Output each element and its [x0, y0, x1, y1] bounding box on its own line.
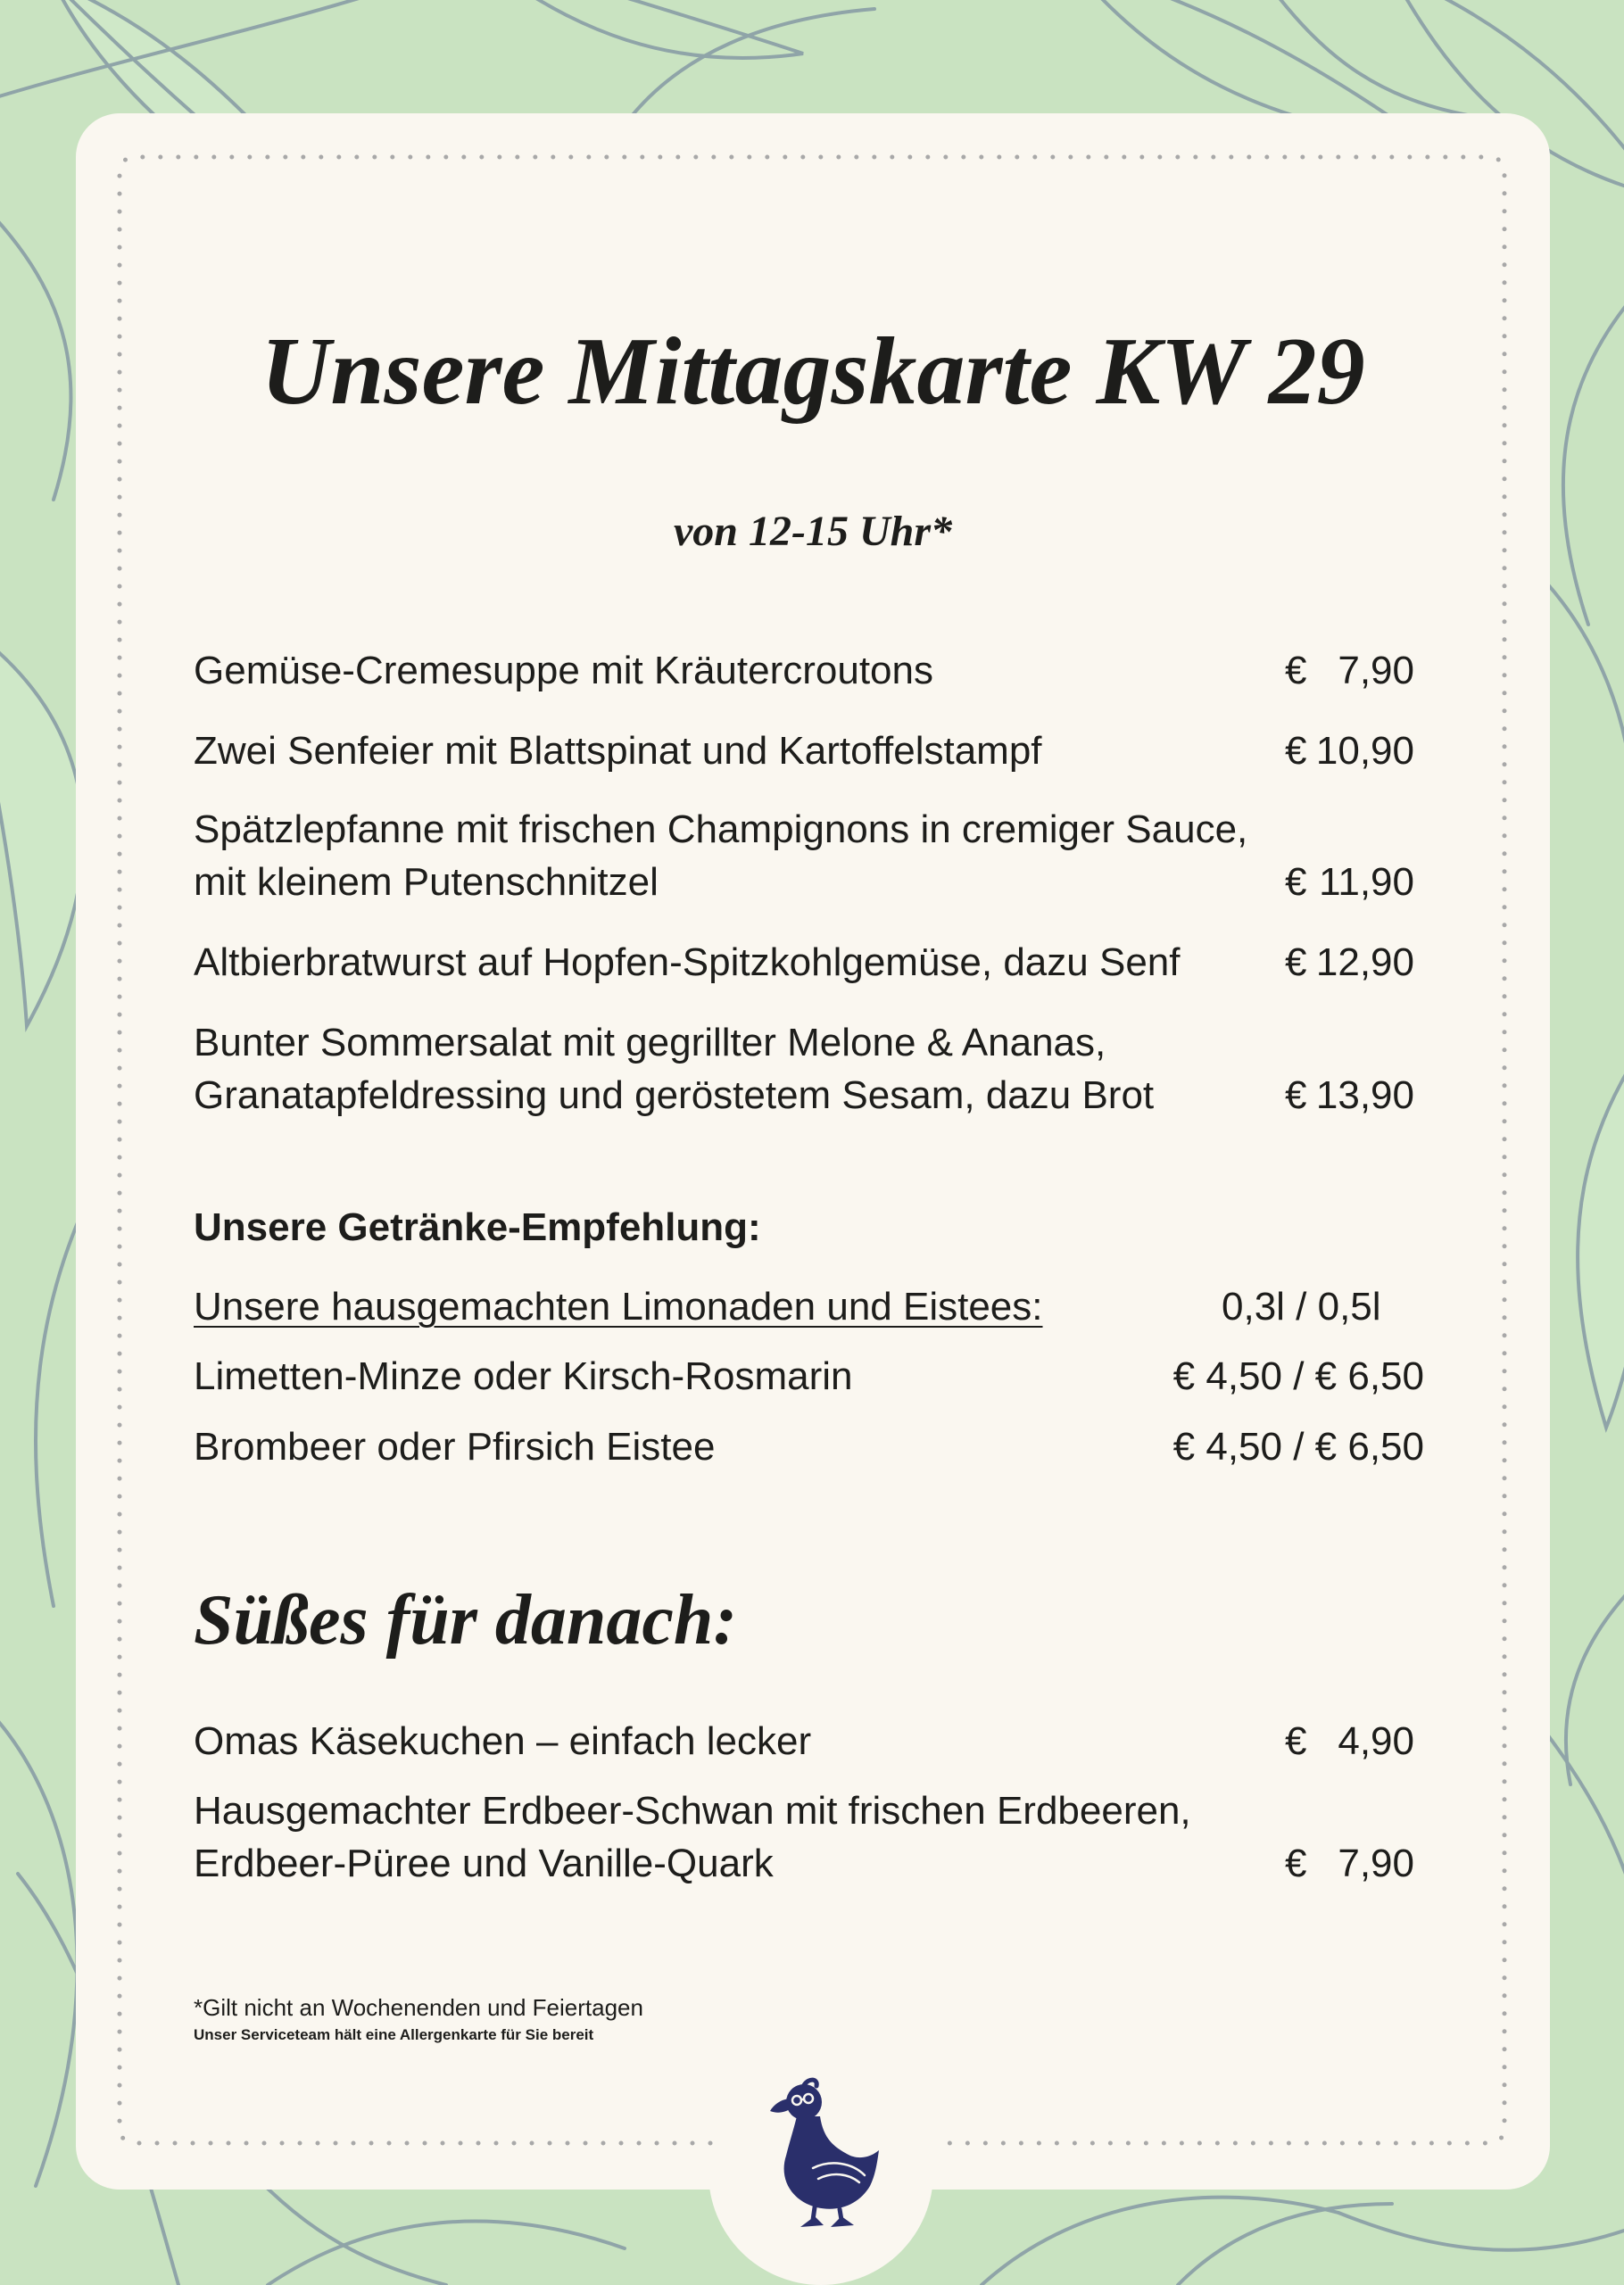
- page-title: Unsere Mittagskarte KW 29: [261, 319, 1365, 425]
- price-amount: 10,90: [1315, 729, 1414, 773]
- dessert-heading: Süßes für danach:: [194, 1581, 738, 1660]
- lunch-item: [194, 936, 1425, 989]
- drinks-subheader-row: [194, 1280, 1424, 1333]
- dessert-description: Omas Käsekuchen – einfach lecker: [194, 1719, 812, 1763]
- dish-price: [1285, 1069, 1414, 1122]
- duck-tuft: [804, 2080, 816, 2086]
- dish-description: Granatapfeldressing und geröstetem Sesam, dazu Brot: [194, 1073, 1155, 1117]
- duck-head: [786, 2084, 822, 2120]
- dish-price: [1285, 644, 1414, 697]
- drink-sizes: 0,3l / 0,5l: [1222, 1285, 1381, 1329]
- drink-name: Brombeer oder Pfirsich Eistee: [194, 1425, 716, 1469]
- dish-description: Zwei Senfeier mit Blattspinat und Kartoffelstampf: [194, 729, 1042, 773]
- lunch-item: [194, 724, 1425, 777]
- lunch-item: [194, 1016, 1425, 1122]
- price-amount: 12,90: [1315, 940, 1414, 984]
- price-currency: €: [1285, 649, 1307, 692]
- price-currency: €: [1285, 1842, 1307, 1885]
- lunch-item: [194, 644, 1425, 697]
- price-amount: 13,90: [1315, 1073, 1414, 1117]
- price-amount: 7,90: [1338, 649, 1414, 692]
- allergen-note: Unser Serviceteam hält eine Allergenkarte für Sie bereit: [194, 2026, 594, 2043]
- duck-shape: [770, 2084, 879, 2227]
- drinks-heading: Unsere Getränke-Empfehlung:: [194, 1205, 761, 1249]
- drink-item: [194, 1420, 1424, 1473]
- price-amount: 7,90: [1338, 1842, 1414, 1885]
- price-currency: €: [1285, 729, 1307, 773]
- dish-description: Spätzlepfanne mit frischen Champignons in cremiger Sauce,: [194, 807, 1248, 851]
- price-currency: €: [1285, 1073, 1307, 1117]
- price-currency: €: [1285, 860, 1307, 904]
- dessert-price: [1285, 1715, 1414, 1768]
- dessert-item: [194, 1784, 1425, 1890]
- dish-description: Altbierbratwurst auf Hopfen-Spitzkohlgemüse, dazu Senf: [194, 940, 1181, 984]
- opening-hours: von 12-15 Uhr*: [673, 508, 953, 555]
- dessert-item: [194, 1715, 1425, 1768]
- drink-price: € 4,50 / € 6,50: [1172, 1354, 1424, 1398]
- dish-description: Gemüse-Cremesuppe mit Kräutercroutons: [194, 649, 933, 692]
- price-currency: €: [1285, 1719, 1307, 1763]
- footnote: *Gilt nicht an Wochenenden und Feiertagen: [194, 1994, 643, 2021]
- duck-leg: [813, 2207, 815, 2220]
- drink-price: € 4,50 / € 6,50: [1172, 1425, 1424, 1469]
- dish-price: [1285, 724, 1414, 777]
- duck-logo-icon: [770, 2077, 879, 2231]
- lunch-item: [194, 803, 1425, 908]
- dish-price: [1285, 856, 1414, 908]
- drinks-subheading: Unsere hausgemachten Limonaden und Eistees:: [194, 1285, 1043, 1329]
- dish-price: [1285, 936, 1414, 989]
- duck-leg: [840, 2209, 841, 2220]
- dessert-description: Hausgemachter Erdbeer-Schwan mit frischen Erdbeeren,: [194, 1789, 1191, 1833]
- price-currency: €: [1285, 940, 1307, 984]
- dish-description: Bunter Sommersalat mit gegrillter Melone & Ananas,: [194, 1021, 1106, 1064]
- drink-name: Limetten-Minze oder Kirsch-Rosmarin: [194, 1354, 853, 1398]
- dish-description: mit kleinem Putenschnitzel: [194, 860, 659, 904]
- price-amount: 4,90: [1338, 1719, 1414, 1763]
- drink-item: [194, 1350, 1424, 1403]
- dessert-price: [1285, 1837, 1414, 1890]
- price-amount: 11,90: [1319, 860, 1414, 904]
- dessert-description: Erdbeer-Püree und Vanille-Quark: [194, 1842, 774, 1885]
